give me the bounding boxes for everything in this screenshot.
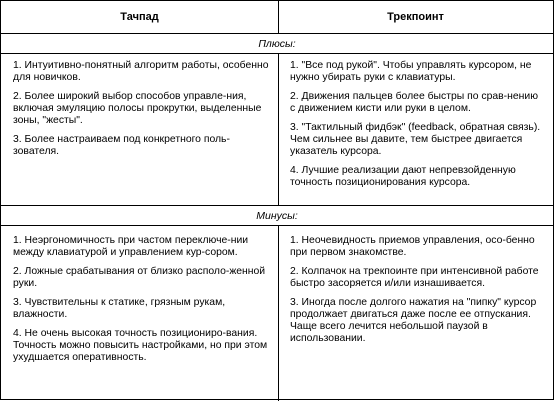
column-divider <box>278 225 279 401</box>
list-item: 2. Ложные срабатывания от близко располо-женной руки. <box>13 266 266 289</box>
list-item: 1. Интуитивно-понятный алгоритм работы, особенно для новичков. <box>13 60 269 83</box>
column-divider <box>278 1 279 33</box>
list-item: 2. Более широкий выбор способов управле-ния, включая эмуляцию полосы прокрутки, выделенные зоны, "жесты". <box>13 91 262 126</box>
pros-label: Плюсы: <box>258 37 296 50</box>
list-item: 3. Более настраиваем под конкретного поль-зователя. <box>13 134 230 157</box>
header-touchpad: Тачпад <box>120 11 159 23</box>
list-item: 4. Лучшие реализации дают непревзойденную точность позиционирования курсора. <box>290 165 516 188</box>
list-item: 2. Колпачок на трекпоинте при интенсивной работе быстро засоряется и/или изнашивается. <box>290 266 539 289</box>
pros-trackpoint-cell <box>278 60 553 196</box>
cons-trackpoint-cell <box>278 235 553 352</box>
list-item: 1. "Все под рукой". Чтобы управлять курсором, не нужно убирать руки с клавиатуры. <box>290 60 532 83</box>
column-divider <box>278 53 279 205</box>
list-item: 1. Неочевидность приемов управления, осо-бенно при первом знакомстве. <box>290 235 535 258</box>
list-item: 3. Иногда после долгого нажатия на "пипку" курсор продолжает двигаться даже после ее отпускания. Чаще всего лечится небольшой паузой в использовании. <box>290 297 537 344</box>
cons-label: Минусы: <box>256 209 298 222</box>
cons-touchpad-cell <box>1 235 278 371</box>
divider <box>1 225 553 226</box>
pros-touchpad-cell <box>1 60 278 165</box>
list-item: 2. Движения пальцев более быстры по срав-нению с движением кисти или руки в целом. <box>290 91 538 114</box>
divider <box>1 53 553 54</box>
header-trackpoint: Трекпоинт <box>387 11 444 23</box>
list-item: 3. "Тактильный фидбэк" (feedback, обратная связь). Чем сильнее вы давите, тем быстрее двигается указатель курсора. <box>290 122 541 157</box>
list-item: 3. Чувствительны к статике, грязным рукам, влажности. <box>13 297 226 320</box>
list-item: 4. Не очень высокая точность позициониро-вания. Точность можно повысить настройками, но при этом ухудшается оперативность. <box>13 328 268 363</box>
list-item: 1. Неэргономичность при частом переключе-нии между клавиатурой и управлением кур-сором. <box>13 235 249 258</box>
